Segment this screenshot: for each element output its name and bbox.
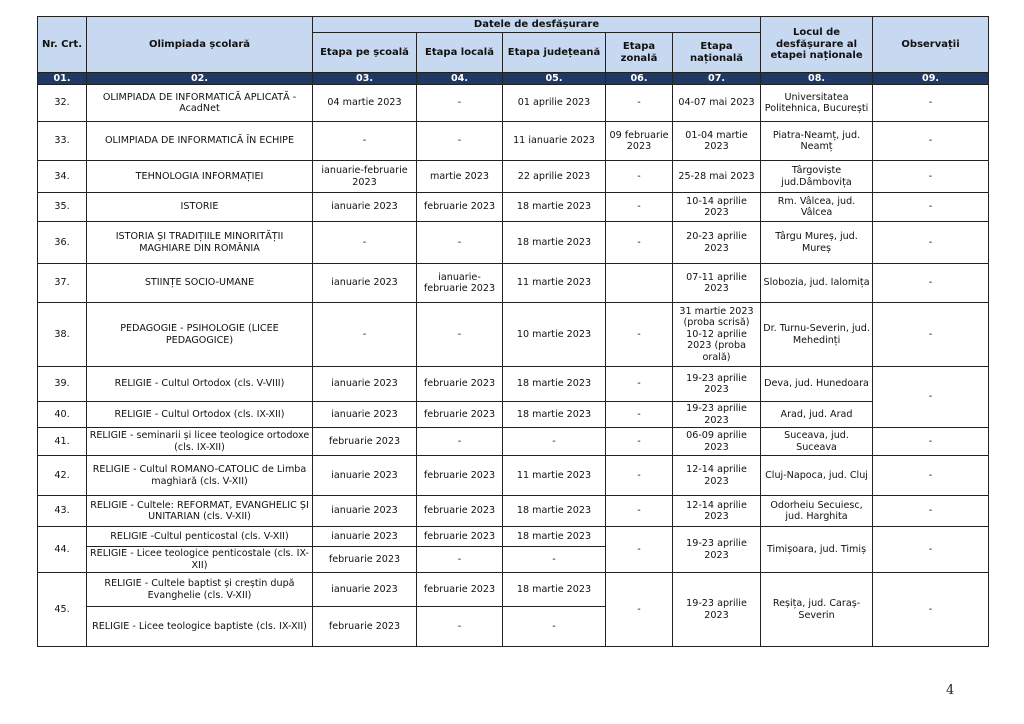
col-number: 05. xyxy=(503,73,606,85)
row-etapa-judeteana: 22 aprilie 2023 xyxy=(503,161,606,193)
row-locul: Cluj-Napoca, jud. Cluj xyxy=(761,456,873,496)
row-nr: 39. xyxy=(38,367,87,402)
table-row xyxy=(38,428,989,456)
row-etapa-zonala: - xyxy=(606,367,673,402)
row-etapa-locala: ianuarie-februarie 2023 xyxy=(417,264,503,303)
row-olimpiada: PEDAGOGIE - PSIHOLOGIE (LICEE PEDAGOGICE) xyxy=(87,303,313,367)
row-olimpiada: RELIGIE - Licee teologice penticostale (cls. IX-XII) xyxy=(87,547,313,573)
row-etapa-scoala: februarie 2023 xyxy=(313,547,417,573)
row-olimpiada: RELIGIE - Cultul ROMANO-CATOLIC de Limba maghiară (cls. V-XII) xyxy=(87,456,313,496)
row-etapa-zonala: - xyxy=(606,161,673,193)
row-olimpiada: RELIGIE - Licee teologice baptiste (cls. IX-XII) xyxy=(87,607,313,647)
row-observatii: - xyxy=(873,193,989,222)
row-etapa-judeteana: 18 martie 2023 xyxy=(503,573,606,607)
row-etapa-zonala: - xyxy=(606,573,673,647)
row-locul: Deva, jud. Hunedoara xyxy=(761,367,873,402)
row-etapa-locala: - xyxy=(417,85,503,122)
table-row xyxy=(38,496,989,527)
row-nr: 33. xyxy=(38,122,87,161)
row-etapa-locala: februarie 2023 xyxy=(417,456,503,496)
table-row xyxy=(38,222,989,264)
row-etapa-nationala: 31 martie 2023 (proba scrisă) 10-12 aprilie 2023 (proba orală) xyxy=(673,303,761,367)
row-nr: 42. xyxy=(38,456,87,496)
row-etapa-nationala: 12-14 aprilie 2023 xyxy=(673,456,761,496)
row-etapa-judeteana: 18 martie 2023 xyxy=(503,496,606,527)
row-etapa-locala: - xyxy=(417,607,503,647)
row-etapa-nationala: 19-23 aprilie 2023 xyxy=(673,402,761,428)
row-locul: Târgu Mureș, jud. Mureș xyxy=(761,222,873,264)
row-etapa-judeteana: 18 martie 2023 xyxy=(503,222,606,264)
row-etapa-nationala: 19-23 aprilie 2023 xyxy=(673,573,761,647)
row-etapa-locala: - xyxy=(417,547,503,573)
row-observatii: - xyxy=(873,367,989,428)
row-etapa-nationala: 12-14 aprilie 2023 xyxy=(673,496,761,527)
row-etapa-scoala: - xyxy=(313,222,417,264)
row-etapa-nationala: 20-23 aprilie 2023 xyxy=(673,222,761,264)
col-number: 07. xyxy=(673,73,761,85)
row-etapa-zonala: - xyxy=(606,402,673,428)
row-etapa-zonala: 09 februarie 2023 xyxy=(606,122,673,161)
table-row xyxy=(38,367,989,402)
row-nr: 37. xyxy=(38,264,87,303)
row-etapa-judeteana: - xyxy=(503,428,606,456)
row-etapa-scoala: ianuarie 2023 xyxy=(313,193,417,222)
row-etapa-locala: - xyxy=(417,222,503,264)
row-nr: 36. xyxy=(38,222,87,264)
row-etapa-scoala: ianuarie 2023 xyxy=(313,367,417,402)
header-etapa-locala: Etapa locală xyxy=(417,33,503,73)
row-etapa-nationala: 19-23 aprilie 2023 xyxy=(673,527,761,573)
row-etapa-locala: februarie 2023 xyxy=(417,193,503,222)
row-etapa-zonala: - xyxy=(606,222,673,264)
row-etapa-scoala: 04 martie 2023 xyxy=(313,85,417,122)
table-row xyxy=(38,193,989,222)
row-etapa-zonala xyxy=(606,264,673,303)
row-observatii: - xyxy=(873,222,989,264)
row-locul: Rm. Vâlcea, jud. Vâlcea xyxy=(761,193,873,222)
row-locul: Dr. Turnu-Severin, jud. Mehedinți xyxy=(761,303,873,367)
row-etapa-scoala: - xyxy=(313,122,417,161)
row-etapa-judeteana: 11 martie 2023 xyxy=(503,456,606,496)
row-etapa-scoala: ianuarie 2023 xyxy=(313,456,417,496)
row-etapa-scoala: ianuarie 2023 xyxy=(313,527,417,547)
row-etapa-judeteana: 10 martie 2023 xyxy=(503,303,606,367)
table-row xyxy=(38,264,989,303)
row-olimpiada: RELIGIE - Cultul Ortodox (cls. V-VIII) xyxy=(87,367,313,402)
table-row xyxy=(38,402,989,428)
row-observatii: - xyxy=(873,161,989,193)
row-observatii: - xyxy=(873,428,989,456)
row-nr: 38. xyxy=(38,303,87,367)
header-etapa-judeteana: Etapa județeană xyxy=(503,33,606,73)
header-etapa-nationala: Etapa națională xyxy=(673,33,761,73)
row-olimpiada: RELIGIE - Cultele: REFORMAT, EVANGHELIC ȘI UNITARIAN (cls. V-XII) xyxy=(87,496,313,527)
row-locul: Târgoviște jud.Dâmbovița xyxy=(761,161,873,193)
row-etapa-nationala: 06-09 aprilie 2023 xyxy=(673,428,761,456)
row-etapa-locala: februarie 2023 xyxy=(417,573,503,607)
olympiad-schedule-table xyxy=(37,16,989,647)
row-etapa-judeteana: - xyxy=(503,547,606,573)
row-etapa-scoala: ianuarie 2023 xyxy=(313,496,417,527)
row-nr: 35. xyxy=(38,193,87,222)
row-etapa-zonala: - xyxy=(606,193,673,222)
row-nr: 40. xyxy=(38,402,87,428)
row-nr: 45. xyxy=(38,573,87,647)
row-etapa-zonala: - xyxy=(606,428,673,456)
header-observatii: Observații xyxy=(873,17,989,73)
row-nr: 41. xyxy=(38,428,87,456)
row-observatii: - xyxy=(873,496,989,527)
row-observatii: - xyxy=(873,264,989,303)
row-etapa-locala: februarie 2023 xyxy=(417,402,503,428)
row-etapa-zonala: - xyxy=(606,496,673,527)
table-row xyxy=(38,527,989,547)
row-etapa-judeteana: - xyxy=(503,607,606,647)
row-nr: 34. xyxy=(38,161,87,193)
header-etapa-zonala: Etapa zonală xyxy=(606,33,673,73)
row-locul: Piatra-Neamț, jud. Neamț xyxy=(761,122,873,161)
row-etapa-scoala: februarie 2023 xyxy=(313,607,417,647)
row-etapa-judeteana: 11 martie 2023 xyxy=(503,264,606,303)
row-olimpiada: ISTORIA ȘI TRADIȚIILE MINORITĂȚII MAGHIARE DIN ROMÂNIA xyxy=(87,222,313,264)
row-etapa-locala: - xyxy=(417,122,503,161)
header-etapa-scoala: Etapa pe școală xyxy=(313,33,417,73)
row-etapa-judeteana: 18 martie 2023 xyxy=(503,193,606,222)
col-number: 01. xyxy=(38,73,87,85)
row-etapa-zonala: - xyxy=(606,456,673,496)
row-olimpiada: RELIGIE - Cultul Ortodox (cls. IX-XII) xyxy=(87,402,313,428)
row-observatii: - xyxy=(873,85,989,122)
page-number: 4 xyxy=(946,683,955,698)
row-etapa-nationala: 25-28 mai 2023 xyxy=(673,161,761,193)
row-olimpiada: RELIGIE - Cultele baptist și creștin după Evanghelie (cls. V-XII) xyxy=(87,573,313,607)
col-number: 09. xyxy=(873,73,989,85)
row-etapa-locala: februarie 2023 xyxy=(417,367,503,402)
row-etapa-nationala: 01-04 martie 2023 xyxy=(673,122,761,161)
header-datele: Datele de desfășurare xyxy=(313,17,761,33)
row-nr: 44. xyxy=(38,527,87,573)
table-row xyxy=(38,456,989,496)
row-etapa-scoala: februarie 2023 xyxy=(313,428,417,456)
row-olimpiada: OLIMPIADA DE INFORMATICĂ ÎN ECHIPE xyxy=(87,122,313,161)
row-olimpiada: RELIGIE - seminarii și licee teologice ortodoxe (cls. IX-XII) xyxy=(87,428,313,456)
row-locul: Reșița, jud. Caraș-Severin xyxy=(761,573,873,647)
row-locul: Slobozia, jud. Ialomița xyxy=(761,264,873,303)
row-observatii: - xyxy=(873,573,989,647)
row-observatii: - xyxy=(873,303,989,367)
row-nr: 32. xyxy=(38,85,87,122)
col-number: 06. xyxy=(606,73,673,85)
row-etapa-nationala: 19-23 aprilie 2023 xyxy=(673,367,761,402)
table-row xyxy=(38,85,989,122)
row-locul: Arad, jud. Arad xyxy=(761,402,873,428)
row-olimpiada: RELIGIE -Cultul penticostal (cls. V-XII) xyxy=(87,527,313,547)
row-locul: Timișoara, jud. Timiș xyxy=(761,527,873,573)
row-etapa-zonala: - xyxy=(606,85,673,122)
row-etapa-scoala: ianuarie 2023 xyxy=(313,264,417,303)
row-observatii: - xyxy=(873,122,989,161)
row-etapa-scoala: - xyxy=(313,303,417,367)
row-etapa-nationala: 04-07 mai 2023 xyxy=(673,85,761,122)
row-etapa-locala: martie 2023 xyxy=(417,161,503,193)
row-olimpiada: OLIMPIADA DE INFORMATICĂ APLICATĂ - AcadNet xyxy=(87,85,313,122)
row-etapa-judeteana: 01 aprilie 2023 xyxy=(503,85,606,122)
row-olimpiada: TEHNOLOGIA INFORMAȚIEI xyxy=(87,161,313,193)
row-etapa-locala: - xyxy=(417,303,503,367)
row-olimpiada: STIINȚE SOCIO-UMANE xyxy=(87,264,313,303)
table-row xyxy=(38,122,989,161)
table-row xyxy=(38,573,989,607)
row-etapa-locala: februarie 2023 xyxy=(417,527,503,547)
col-number: 08. xyxy=(761,73,873,85)
col-number: 02. xyxy=(87,73,313,85)
row-etapa-scoala: ianuarie 2023 xyxy=(313,573,417,607)
row-etapa-locala: februarie 2023 xyxy=(417,496,503,527)
row-etapa-judeteana: 18 martie 2023 xyxy=(503,367,606,402)
row-etapa-scoala: ianuarie-februarie 2023 xyxy=(313,161,417,193)
row-locul: Suceava, jud. Suceava xyxy=(761,428,873,456)
row-etapa-zonala: - xyxy=(606,527,673,573)
col-number: 04. xyxy=(417,73,503,85)
row-observatii: - xyxy=(873,456,989,496)
row-etapa-zonala: - xyxy=(606,303,673,367)
row-etapa-scoala: ianuarie 2023 xyxy=(313,402,417,428)
row-etapa-locala: - xyxy=(417,428,503,456)
row-observatii: - xyxy=(873,527,989,573)
table-row xyxy=(38,303,989,367)
col-number: 03. xyxy=(313,73,417,85)
row-nr: 43. xyxy=(38,496,87,527)
row-locul: Odorheiu Secuiesc, jud. Harghita xyxy=(761,496,873,527)
header-locul: Locul de desfășurare al etapei naționale xyxy=(761,17,873,73)
header-olimpiada: Olimpiada școlară xyxy=(87,17,313,73)
table-row xyxy=(38,161,989,193)
row-etapa-nationala: 07-11 aprilie 2023 xyxy=(673,264,761,303)
row-olimpiada: ISTORIE xyxy=(87,193,313,222)
row-etapa-nationala: 10-14 aprilie 2023 xyxy=(673,193,761,222)
row-etapa-judeteana: 18 martie 2023 xyxy=(503,527,606,547)
row-etapa-judeteana: 11 ianuarie 2023 xyxy=(503,122,606,161)
row-locul: Universitatea Politehnica, București xyxy=(761,85,873,122)
row-etapa-judeteana: 18 martie 2023 xyxy=(503,402,606,428)
header-nr: Nr. Crt. xyxy=(38,17,87,73)
